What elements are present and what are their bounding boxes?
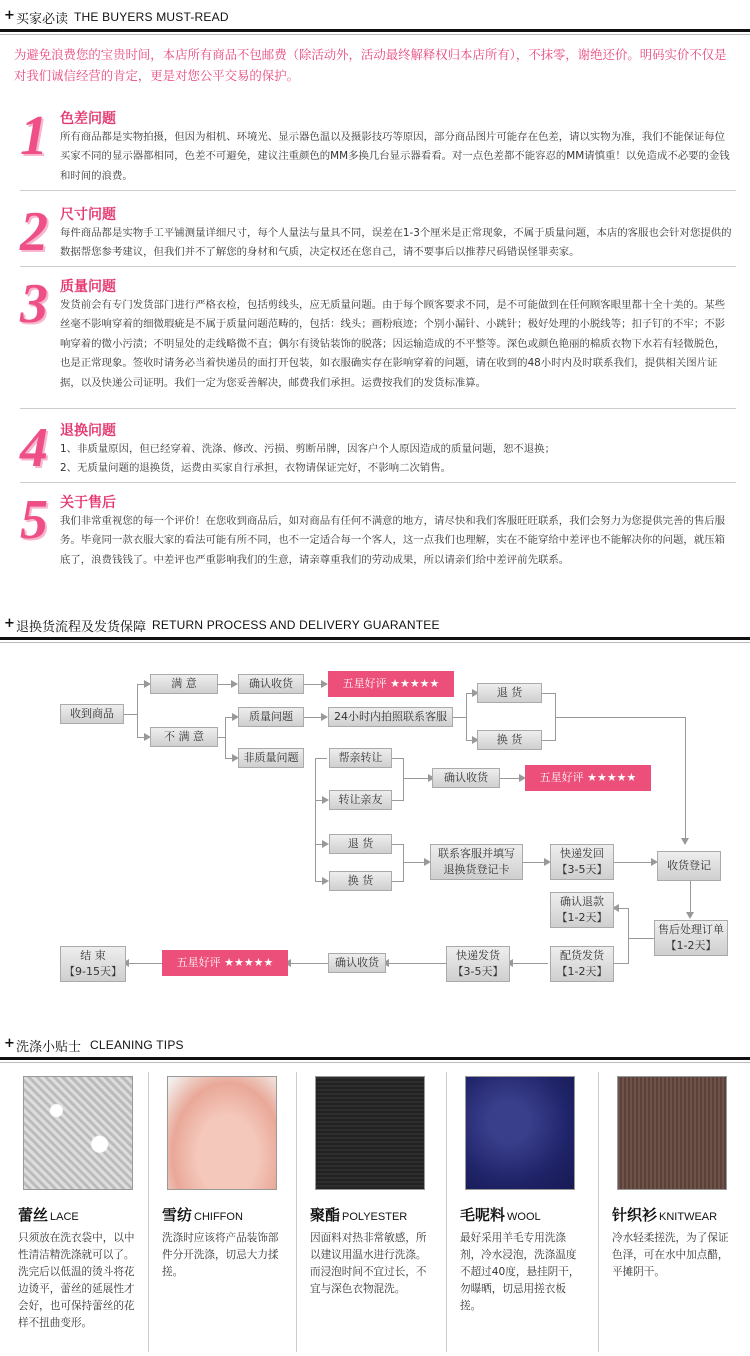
section-title-en: RETURN PROCESS AND DELIVERY GUARANTEE (152, 618, 440, 632)
section-rule (0, 1057, 750, 1060)
flow-five-star-review-2: 五星好评 ★★★★★ (525, 765, 651, 791)
tip-wool (460, 1076, 580, 1315)
flow-refund-confirm: 确认退款 【1-2天】 (550, 892, 614, 928)
flow-confirm-receipt: 确认收货 (238, 674, 304, 694)
section-title-en: CLEANING TIPS (90, 1038, 184, 1052)
tip-knitwear (612, 1076, 732, 1281)
tip-text: 冷水轻柔搓洗，为了保证色泽，可在水中加点醋，平摊阴干。 (612, 1232, 729, 1278)
divider (148, 1072, 149, 1352)
tip-polyester (310, 1076, 430, 1298)
section-title-cn: 买家必读 (16, 12, 69, 27)
flow-register: 收货登记 (657, 851, 721, 881)
flow-nonquality-issue: 非质量问题 (238, 748, 304, 768)
rule-body: 每件商品都是实物手工平铺测量详细尺寸，每个人量法与量具不同，误差在1-3个厘米是正常现象，不属于质量问题，本店的客服也会针对您提供的数据帮您参考建议，但我们并不了解您的身材和气质，决定权还在您自己，请不要事后以推荐尺码错误怪罪卖家。 (60, 227, 732, 259)
section-title-en: THE BUYERS MUST-READ (74, 10, 229, 24)
rule-item-quality (20, 273, 736, 406)
rule-item-size (20, 201, 736, 264)
knitwear-fabric-icon (617, 1076, 727, 1190)
lace-fabric-icon (23, 1076, 133, 1190)
chiffon-fabric-icon (167, 1076, 277, 1190)
tip-text: 最好采用羊毛专用洗涤剂，冷水浸泡，洗涤温度不超过40度，悬挂阴干，勿曝晒，切忌用搓衣板搓。 (460, 1232, 580, 1312)
tip-title: 蕾丝 LACE (18, 1206, 79, 1224)
flow-transfer-friend: 转让亲友 (329, 790, 392, 810)
rule-title: 质量问题 (60, 279, 116, 295)
intro-notice: 为避免浪费您的宝贵时间，本店所有商品不包邮费（除活动外，活动最终解释权归本店所有），不抹零，谢绝还价。明码实价不仅是对我们诚信经营的肯定，更是对您公平交易的保护。 (14, 47, 727, 83)
tip-title: 雪纺 CHIFFON (162, 1206, 243, 1224)
section-title-cn: 退换货流程及发货保障 (16, 620, 147, 635)
rule-number: 1 (20, 105, 48, 167)
tip-text: 只须放在洗衣袋中，以中性清洁精洗涤就可以了。洗完后以低温的烫斗将花边烫平，蕾丝的延展性才会好，也可保持蕾丝的花样不扭曲变形。 (18, 1232, 135, 1329)
rule-title: 尺寸问题 (60, 207, 116, 223)
flow-aftersale-order: 售后处理订单 【1-2天】 (654, 920, 728, 956)
flow-five-star-review-3: 五星好评 ★★★★★ (162, 950, 288, 976)
flow-exchange: 换 货 (477, 730, 542, 750)
rule-item-color (20, 105, 736, 184)
wool-fabric-icon (465, 1076, 575, 1190)
flow-receive: 收到商品 (60, 704, 124, 724)
tip-text: 因面料对热非常敏感，所以建议用温水进行洗涤。而浸泡时间不宜过长，不宜与深色衣物混洗。 (310, 1232, 427, 1295)
flow-pick-ship: 配货发货 【1-2天】 (550, 946, 614, 982)
section-header-cleaning (0, 1032, 750, 1062)
tip-title: 针织衫 KNITWEAR (612, 1206, 718, 1224)
tip-lace (18, 1076, 138, 1332)
section-header-return (0, 612, 750, 642)
rule-item-return (20, 417, 736, 480)
rule-title: 色差问题 (60, 111, 116, 127)
flow-refund: 退 货 (477, 683, 542, 703)
plus-icon: + (4, 616, 15, 631)
rule-body: 1、非质量原因，但已经穿着、洗涤、修改、污损、剪断吊牌，因客户个人原因造成的质量问题，恕不退换； 2、无质量问题的退换货，运费由买家自行承担，衣物请保证完好，不影响二次销售。 (60, 443, 555, 475)
plus-icon: + (4, 8, 15, 23)
section-title-cn: 洗涤小贴士 (16, 1040, 82, 1055)
flow-fill-card: 联系客服并填写 退换货登记卡 (430, 844, 523, 880)
section-rule (0, 29, 750, 32)
rule-number: 2 (20, 201, 48, 263)
flow-quality-issue: 质量问题 (238, 707, 304, 727)
flow-contact-24h: 24小时内拍照联系客服 (328, 707, 453, 727)
divider (20, 190, 736, 191)
rule-title: 退换问题 (60, 423, 116, 439)
divider (446, 1072, 447, 1352)
tip-chiffon (162, 1076, 282, 1281)
rule-item-aftersale (20, 489, 736, 582)
section-header-buyers (0, 4, 750, 34)
divider (20, 408, 736, 409)
tip-title: 毛呢料 WOOL (460, 1206, 541, 1224)
flow-confirm-receipt-3: 确认收货 (328, 953, 386, 973)
divider (20, 482, 736, 483)
rule-title: 关于售后 (60, 495, 116, 511)
flow-satisfied: 满 意 (150, 674, 218, 694)
rule-body: 发货前会有专门发货部门进行严格衣检，包括剪线头，应无质量问题。由于每个顾客要求不同，是不可能做到在任何顾客眼里都十全十美的。某些丝毫不影响穿着的细微瑕疵是不属于质量问题范畴的，包括：线头；画粉痕迹；个别小漏针、小跳针；极好处理的小脱线等；扣子钉的不牢；不影响穿着的微小污渍；不明显处的走线略微不直；偶尔有烫钻装饰的脱落；因运输造成的不平整等。深色或颜色艳丽的棉质衣物下水若有轻微脱色，也是正常现象。签收时请务必当着快递员的面打开包装，如衣服确实存在影响穿着的问题，请在收到的48小时内及时联系我们，提供相关图片证据，以及快递公司证明。我们一定为您妥善解决，邮费我们承担。运费按我们的发货标准算。 (60, 299, 725, 389)
flow-end: 结 束 【9-15天】 (60, 946, 126, 982)
section-rule-thin (0, 1062, 750, 1063)
tip-title: 聚酯 POLYESTER (310, 1206, 408, 1224)
divider (296, 1072, 297, 1352)
tip-text: 洗涤时应该将产品装饰部件分开洗涤，切忌大力揉搓。 (162, 1232, 279, 1278)
flow-unsatisfied: 不 满 意 (150, 727, 218, 747)
rule-number: 5 (20, 489, 48, 551)
flow-help-transfer: 帮亲转让 (329, 748, 392, 768)
flow-refund-2: 退 货 (329, 834, 392, 854)
divider (20, 266, 736, 267)
flow-express-ship: 快递发货 【3-5天】 (446, 946, 510, 982)
rule-number: 3 (20, 273, 48, 335)
flow-ship-back: 快递发回 【3-5天】 (550, 844, 614, 880)
rule-body: 我们非常重视您的每一个评价！在您收到商品后，如对商品有任何不满意的地方，请尽快和我们客服旺旺联系，我们会努力为您提供完善的售后服务。毕竟同一款衣服大家的看法可能有所不同，也不一定适合每一个客人，这一点我们也理解，实在不能穿给中差评也不能解决你的问题，就压箱底了，浪费钱钱了。中差评也严重影响我们的生意，请亲尊重我们的劳动成果，所以请亲们给中差评前先联系。 (60, 515, 725, 566)
section-rule-thin (0, 34, 750, 35)
flow-five-star-review: 五星好评 ★★★★★ (328, 671, 454, 697)
flow-exchange-2: 换 货 (329, 871, 392, 891)
rule-body: 所有商品都是实物拍摄，但因为相机、环境光、显示器色温以及摄影技巧等原因，部分商品图片可能存在色差，请以实物为准，我们不能保证每位买家不同的显示器都相同，色差不可避免，建议注重颜色的MM多换几台显示器看看。对一点色差都不能容忍的MM请慎重！以免造成不必要的金钱和时间的浪费。 (60, 131, 730, 182)
plus-icon: + (4, 1036, 15, 1051)
flow-confirm-receipt-2: 确认收货 (432, 768, 500, 788)
polyester-fabric-icon (315, 1076, 425, 1190)
divider (598, 1072, 599, 1352)
rule-number: 4 (20, 417, 48, 479)
return-flowchart (0, 640, 750, 1000)
